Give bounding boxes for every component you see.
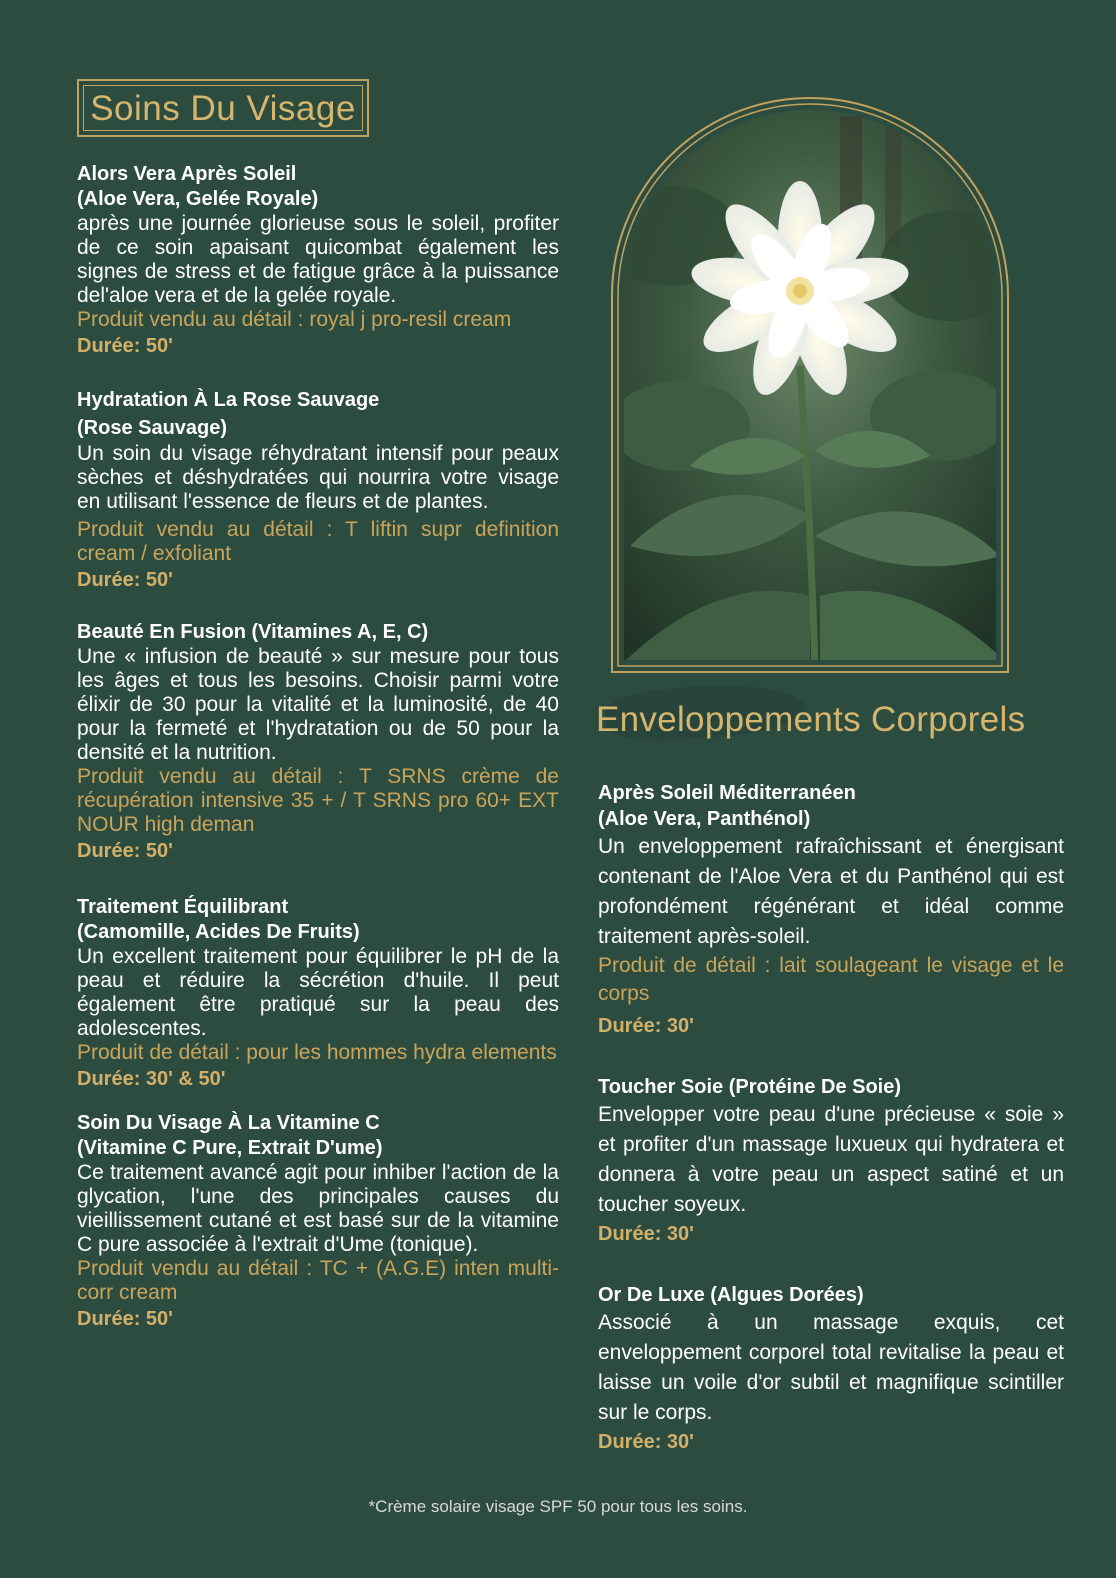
treatment-description: Un excellent traitement pour équilibrer le pH de la peau et réduire la sécrétion d'huile. Il peut également être pratiqué sur la peau des adolescentes. bbox=[77, 945, 559, 1040]
section-title: Enveloppements Corporels bbox=[596, 700, 1026, 739]
section-title-frame bbox=[77, 79, 369, 137]
treatment-title: Après Soleil Méditerranéen bbox=[598, 782, 856, 804]
treatment-description: Un soin du visage réhydratant intensif pour peaux sèches et déshydratées qui nourrira votre visage en utilisant l'essence de fleurs et de plantes. bbox=[77, 442, 559, 513]
treatment-item bbox=[77, 162, 559, 360]
treatment-item bbox=[77, 1111, 559, 1333]
treatment-duration: Durée: 30' bbox=[598, 1015, 694, 1037]
treatment-duration: Durée: 30' bbox=[598, 1223, 694, 1245]
treatment-item bbox=[77, 620, 559, 865]
treatment-item bbox=[598, 780, 1064, 1040]
treatment-product: Produit vendu au détail : T SRNS crème de récupération intensive 35 + / T SRNS pro 60+ EXT NOUR high deman bbox=[77, 765, 559, 836]
treatment-description: Un enveloppement rafraîchissant et énergisant contenant de l'Aloe Vera et du Panthénol qui est profondément régénérant et idéal comme traitement après-soleil. bbox=[598, 835, 1064, 948]
treatment-description: Envelopper votre peau d'une précieuse « soie » et profiter d'un massage luxueux qui hydratera et donnera à votre peau un aspect satiné et un toucher soyeux. bbox=[598, 1103, 1064, 1216]
treatment-title: Traitement Équilibrant bbox=[77, 896, 289, 918]
treatment-description: Ce traitement avancé agit pour inhiber l'action de la glycation, l'une des principales causes du vieillissement cutané et est basé sur de la vitamine C pure associée à l'extrait d'Ume (tonique). bbox=[77, 1161, 559, 1256]
treatment-subtitle: (Aloe Vera, Panthénol) bbox=[598, 808, 811, 830]
treatment-duration: Durée: 30' bbox=[598, 1431, 694, 1453]
treatment-product: Produit vendu au détail : T liftin supr definition cream / exfoliant bbox=[77, 518, 559, 565]
flower-arch-image bbox=[610, 96, 1010, 674]
treatment-title: Toucher Soie (Protéine De Soie) bbox=[598, 1076, 902, 1098]
facial-treatments-list bbox=[77, 162, 559, 1333]
treatment-title: Beauté En Fusion (Vitamines A, E, C) bbox=[77, 621, 429, 643]
treatment-item bbox=[77, 895, 559, 1093]
treatment-subtitle: (Camomille, Acides De Fruits) bbox=[77, 921, 360, 943]
treatment-product: Produit de détail : pour les hommes hydra elements bbox=[77, 1041, 557, 1064]
treatment-item bbox=[598, 1074, 1064, 1248]
treatment-duration: Durée: 50' bbox=[77, 569, 173, 591]
treatment-subtitle: (Vitamine C Pure, Extrait D'ume) bbox=[77, 1137, 383, 1159]
treatment-title: Or De Luxe (Algues Dorées) bbox=[598, 1284, 864, 1306]
treatment-duration: Durée: 50' bbox=[77, 840, 173, 862]
treatment-duration: Durée: 30' & 50' bbox=[77, 1068, 226, 1090]
treatment-item bbox=[77, 386, 559, 594]
treatment-duration: Durée: 50' bbox=[77, 335, 173, 357]
treatment-description: après une journée glorieuse sous le soleil, profiter de ce soin apaisant quicombat également les signes de stress et de fatigue grâce à la puissance del'aloe vera et de la gelée royale. bbox=[77, 212, 559, 307]
treatment-product: Produit vendu au détail : TC + (A.G.E) inten multi-corr cream bbox=[77, 1257, 559, 1304]
treatment-title: Soin Du Visage À La Vitamine C bbox=[77, 1112, 380, 1134]
treatment-duration: Durée: 50' bbox=[77, 1308, 173, 1330]
sunscreen-footnote: *Crème solaire visage SPF 50 pour tous les soins. bbox=[368, 1497, 748, 1516]
treatment-product: Produit de détail : lait soulageant le visage et le corps bbox=[598, 954, 1064, 1005]
treatment-subtitle: (Aloe Vera, Gelée Royale) bbox=[77, 188, 319, 210]
treatment-description: Une « infusion de beauté » sur mesure pour tous les âges et tous les besoins. Choisir parmi votre élixir de 30 pour la vitalité et la luminosité, de 40 pour la fermeté et l'hydratation ou de 50 pour la densité et la nutrition. bbox=[77, 645, 559, 764]
treatment-item bbox=[598, 1282, 1064, 1456]
page-title: Soins Du Visage bbox=[90, 89, 356, 128]
treatment-description: Associé à un massage exquis, cet enveloppement corporel total revitalise la peau et laisse un voile d'or subtil et magnifique scintiller sur le corps. bbox=[598, 1311, 1064, 1424]
treatment-product: Produit vendu au détail : royal j pro-resil cream bbox=[77, 308, 512, 331]
treatment-subtitle: (Rose Sauvage) bbox=[77, 417, 228, 439]
body-wraps-list bbox=[598, 780, 1064, 1456]
treatment-title: Hydratation À La Rose Sauvage bbox=[77, 389, 380, 411]
treatment-title: Alors Vera Après Soleil bbox=[77, 163, 297, 185]
